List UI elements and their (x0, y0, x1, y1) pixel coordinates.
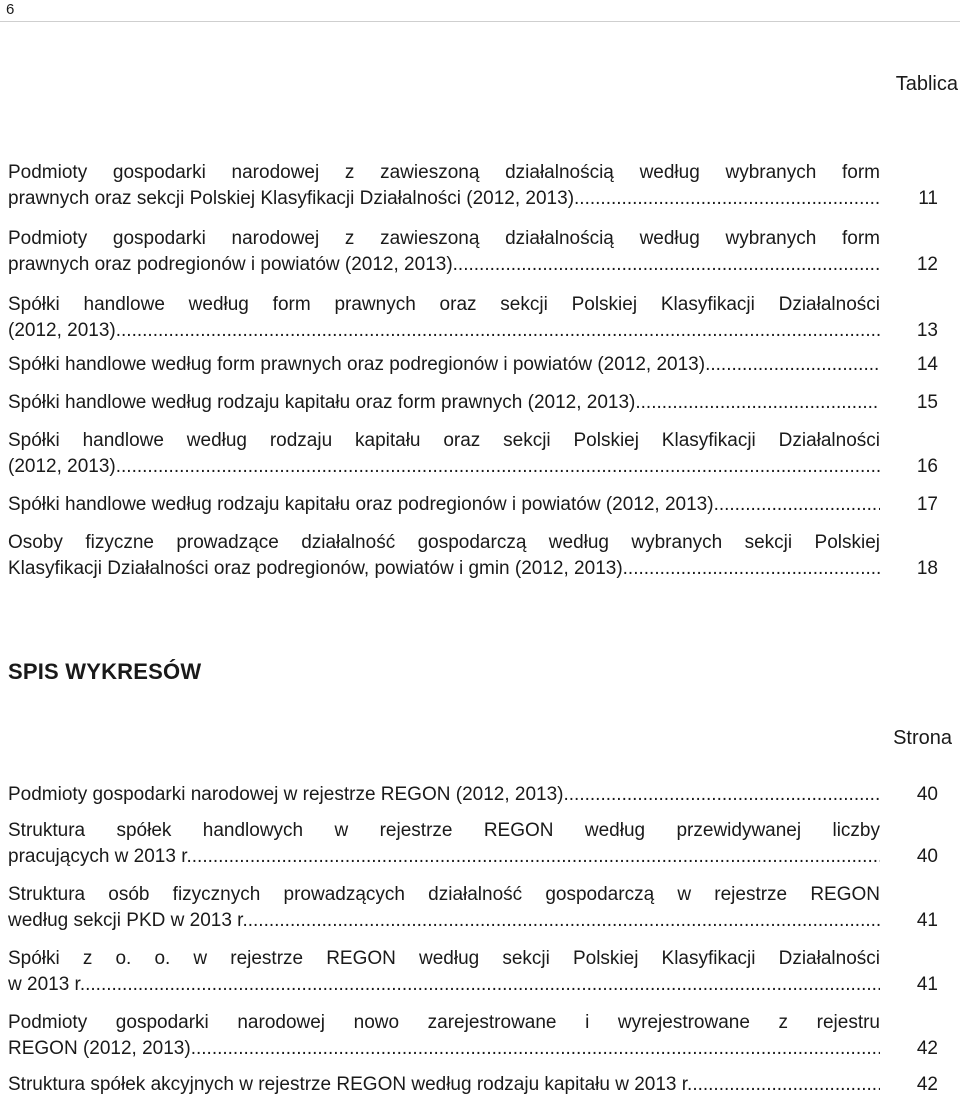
entry-title-last-line (8, 908, 880, 934)
entry-page-number: 41 (916, 974, 938, 995)
toc-entry[interactable] (8, 1072, 948, 1098)
entry-page-number: 12 (916, 254, 938, 275)
header-rule (0, 21, 960, 22)
toc-entry[interactable] (8, 226, 948, 278)
entry-title-last-line (8, 252, 880, 278)
entry-page-number: 40 (916, 784, 938, 805)
entry-title-last-line (8, 186, 880, 212)
entry-title-line: Podmioty gospodarki narodowej z zawieszoną działalnością według wybranych form (8, 162, 880, 183)
entry-page-number: 17 (916, 494, 938, 515)
page-number: 6 (6, 1, 15, 18)
entry-page-number: 15 (916, 392, 938, 413)
dot-leader (116, 318, 880, 344)
entry-title-text: REGON (2012, 2013) (8, 1038, 191, 1059)
toc-entry[interactable] (8, 428, 948, 480)
dot-leader (191, 1036, 880, 1062)
dot-leader (574, 186, 880, 212)
entry-title-text: Klasyfikacji Działalności oraz podregionów, powiatów i gmin (2012, 2013) (8, 558, 623, 579)
entry-title-text: w 2013 r. (8, 974, 86, 995)
charts-column-label: Strona (893, 727, 952, 749)
entry-title-text: prawnych oraz podregionów i powiatów (2012, 2013) (8, 254, 453, 275)
entry-title-line: Podmioty gospodarki narodowej z zawieszoną działalnością według wybranych form (8, 228, 880, 249)
toc-entry[interactable] (8, 882, 948, 934)
toc-entry[interactable] (8, 818, 948, 870)
toc-entry[interactable] (8, 352, 948, 378)
toc-entry[interactable] (8, 1010, 948, 1062)
dot-leader (564, 782, 881, 808)
entry-title-last-line (8, 1072, 880, 1098)
entry-title-last-line (8, 390, 880, 416)
entry-title-text: prawnych oraz sekcji Polskiej Klasyfikacji Działalności (2012, 2013) (8, 188, 575, 209)
entry-title-last-line (8, 318, 880, 344)
dot-leader (623, 556, 880, 582)
entry-title-text: pracujących w 2013 r. (8, 846, 192, 867)
entry-page-number: 14 (916, 354, 938, 375)
dot-leader (192, 844, 880, 870)
entry-title-line: Spółki z o. o. w rejestrze REGON według sekcji Polskiej Klasyfikacji Działalności (8, 948, 880, 969)
entry-page-number: 16 (916, 456, 938, 477)
dot-leader (635, 390, 880, 416)
entry-title-text: (2012, 2013) (8, 320, 116, 341)
dot-leader (85, 972, 880, 998)
entry-title-last-line (8, 556, 880, 582)
entry-title-last-line (8, 352, 880, 378)
entry-page-number: 13 (916, 320, 938, 341)
entry-title-text: według sekcji PKD w 2013 r. (8, 910, 248, 931)
dot-leader (714, 492, 880, 518)
toc-entry[interactable] (8, 946, 948, 998)
entry-title-last-line (8, 844, 880, 870)
dot-leader (453, 252, 880, 278)
toc-entry[interactable] (8, 782, 948, 808)
entry-page-number: 42 (916, 1038, 938, 1059)
entry-title-text: Spółki handlowe według rodzaju kapitału oraz form prawnych (2012, 2013) (8, 392, 636, 413)
entry-title-line: Spółki handlowe według form prawnych oraz sekcji Polskiej Klasyfikacji Działalności (8, 294, 880, 315)
entry-page-number: 41 (916, 910, 938, 931)
entry-title-line: Struktura osób fizycznych prowadzących działalność gospodarczą w rejestrze REGON (8, 884, 880, 905)
entry-page-number: 11 (918, 188, 938, 209)
dot-leader (116, 454, 880, 480)
toc-entry[interactable] (8, 530, 948, 582)
toc-entry[interactable] (8, 390, 948, 416)
dot-leader (705, 352, 880, 378)
entry-title-line: Spółki handlowe według rodzaju kapitału oraz sekcji Polskiej Klasyfikacji Działalności (8, 430, 880, 451)
tables-column-label: Tablica (895, 73, 958, 95)
entry-title-text: Struktura spółek akcyjnych w rejestrze REGON według rodzaju kapitału w 2013 r. (8, 1074, 693, 1095)
entry-title-text: (2012, 2013) (8, 456, 116, 477)
entry-title-last-line (8, 454, 880, 480)
entry-title-last-line (8, 782, 880, 808)
entry-title-last-line (8, 1036, 880, 1062)
entry-page-number: 42 (916, 1074, 938, 1095)
entry-title-text: Spółki handlowe według form prawnych oraz podregionów i powiatów (2012, 2013) (8, 354, 706, 375)
entry-page-number: 18 (916, 558, 938, 579)
entry-page-number: 40 (916, 846, 938, 867)
entry-title-text: Podmioty gospodarki narodowej w rejestrze REGON (2012, 2013) (8, 784, 564, 805)
charts-section-heading: SPIS WYKRESÓW (8, 659, 202, 684)
toc-entry[interactable] (8, 492, 948, 518)
entry-title-line: Podmioty gospodarki narodowej nowo zarejestrowane i wyrejestrowane z rejestru (8, 1012, 880, 1033)
entry-title-line: Struktura spółek handlowych w rejestrze REGON według przewidywanej liczby (8, 820, 880, 841)
toc-entry[interactable] (8, 292, 948, 344)
entry-title-line: Osoby fizyczne prowadzące działalność gospodarczą według wybranych sekcji Polskiej (8, 532, 880, 553)
toc-entry[interactable] (8, 160, 948, 212)
dot-leader (248, 908, 880, 934)
entry-title-last-line (8, 492, 880, 518)
entry-title-text: Spółki handlowe według rodzaju kapitału oraz podregionów i powiatów (2012, 2013) (8, 494, 714, 515)
dot-leader (692, 1072, 880, 1098)
entry-title-last-line (8, 972, 880, 998)
